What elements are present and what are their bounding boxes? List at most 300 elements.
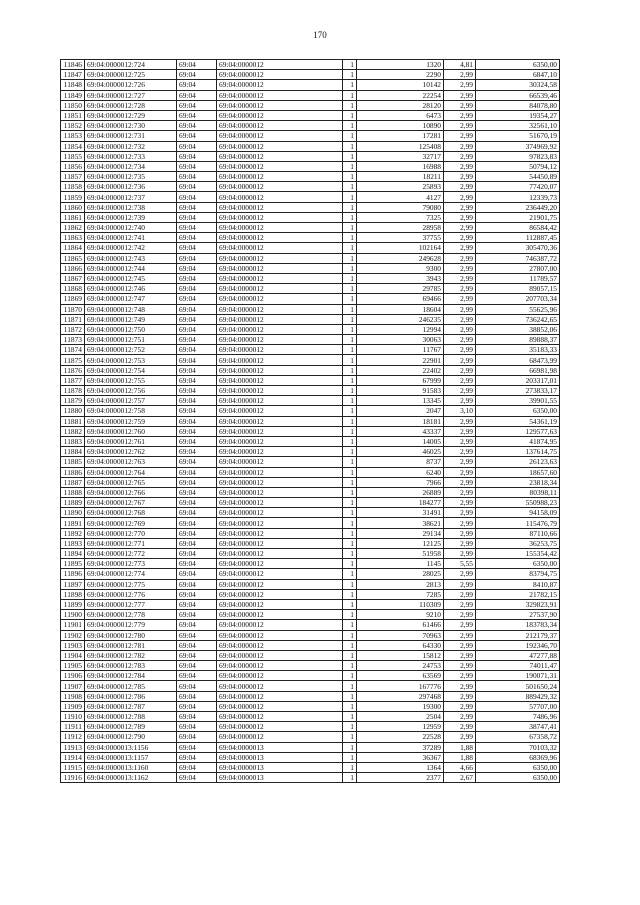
count-cell: 1 (343, 773, 357, 783)
block-number-cell: 69:04:0000012 (217, 110, 343, 120)
block-number-cell: 69:04:0000012 (217, 396, 343, 406)
sum-cell: 84078,80 (476, 100, 560, 110)
sum-cell: 68473,99 (476, 355, 560, 365)
area-cell: 2047 (357, 406, 444, 416)
row-number-cell: 11864 (61, 243, 85, 253)
cadastral-number-cell: 69:04:0000012:772 (85, 549, 177, 559)
row-number-cell: 11877 (61, 375, 85, 385)
region-code-cell: 69:04 (177, 752, 217, 762)
row-number-cell: 11884 (61, 447, 85, 457)
rate-cell: 2,99 (444, 701, 476, 711)
cadastral-number-cell: 69:04:0000012:775 (85, 579, 177, 589)
cadastral-number-cell: 69:04:0000012:739 (85, 212, 177, 222)
sum-cell: 374969,92 (476, 141, 560, 151)
count-cell: 1 (343, 335, 357, 345)
area-cell: 2813 (357, 579, 444, 589)
row-number-cell: 11907 (61, 681, 85, 691)
row-number-cell: 11866 (61, 263, 85, 273)
block-number-cell: 69:04:0000012 (217, 518, 343, 528)
count-cell: 1 (343, 355, 357, 365)
table-row (61, 457, 560, 467)
region-code-cell: 69:04 (177, 487, 217, 497)
block-number-cell: 69:04:0000012 (217, 650, 343, 660)
count-cell: 1 (343, 742, 357, 752)
row-number-cell: 11875 (61, 355, 85, 365)
rate-cell: 2,99 (444, 131, 476, 141)
count-cell: 1 (343, 70, 357, 80)
table-row (61, 121, 560, 131)
sum-cell: 192346,70 (476, 640, 560, 650)
cadastral-number-cell: 69:04:0000012:732 (85, 141, 177, 151)
area-cell: 79080 (357, 202, 444, 212)
rate-cell: 2,99 (444, 70, 476, 80)
count-cell: 1 (343, 701, 357, 711)
count-cell: 1 (343, 732, 357, 742)
rate-cell: 2,99 (444, 243, 476, 253)
cadastral-number-cell: 69:04:0000012:760 (85, 426, 177, 436)
rate-cell: 2,99 (444, 233, 476, 243)
block-number-cell: 69:04:0000012 (217, 671, 343, 681)
area-cell: 110309 (357, 599, 444, 609)
area-cell: 22901 (357, 355, 444, 365)
region-code-cell: 69:04 (177, 549, 217, 559)
area-cell: 61466 (357, 620, 444, 630)
sum-cell: 7486,96 (476, 712, 560, 722)
cadastral-number-cell: 69:04:0000012:763 (85, 457, 177, 467)
area-cell: 4127 (357, 192, 444, 202)
count-cell: 1 (343, 630, 357, 640)
block-number-cell: 69:04:0000012 (217, 508, 343, 518)
area-cell: 246235 (357, 314, 444, 324)
cadastral-number-cell: 69:04:0000012:788 (85, 712, 177, 722)
region-code-cell: 69:04 (177, 223, 217, 233)
area-cell: 12959 (357, 722, 444, 732)
sum-cell: 6350,00 (476, 559, 560, 569)
rate-cell: 2,99 (444, 182, 476, 192)
sum-cell: 203317,01 (476, 375, 560, 385)
area-cell: 46025 (357, 447, 444, 457)
table-row (61, 650, 560, 660)
rate-cell: 2,99 (444, 386, 476, 396)
table-row (61, 416, 560, 426)
block-number-cell: 69:04:0000012 (217, 202, 343, 212)
area-cell: 22528 (357, 732, 444, 742)
table-row (61, 273, 560, 283)
area-cell: 63569 (357, 671, 444, 681)
area-cell: 17281 (357, 131, 444, 141)
cadastral-number-cell: 69:04:0000012:738 (85, 202, 177, 212)
cadastral-number-cell: 69:04:0000012:785 (85, 681, 177, 691)
count-cell: 1 (343, 426, 357, 436)
block-number-cell: 69:04:0000012 (217, 294, 343, 304)
block-number-cell: 69:04:0000012 (217, 416, 343, 426)
block-number-cell: 69:04:0000013 (217, 742, 343, 752)
region-code-cell: 69:04 (177, 60, 217, 70)
region-code-cell: 69:04 (177, 406, 217, 416)
cadastral-number-cell: 69:04:0000012:784 (85, 671, 177, 681)
cadastral-number-cell: 69:04:0000012:780 (85, 630, 177, 640)
count-cell: 1 (343, 273, 357, 283)
sum-cell: 83794,75 (476, 569, 560, 579)
region-code-cell: 69:04 (177, 151, 217, 161)
table-row (61, 773, 560, 783)
block-number-cell: 69:04:0000012 (217, 457, 343, 467)
area-cell: 6473 (357, 110, 444, 120)
sum-cell: 80398,11 (476, 487, 560, 497)
row-number-cell: 11890 (61, 508, 85, 518)
area-cell: 22402 (357, 365, 444, 375)
row-number-cell: 11867 (61, 273, 85, 283)
row-number-cell: 11889 (61, 498, 85, 508)
count-cell: 1 (343, 528, 357, 538)
table-row (61, 610, 560, 620)
row-number-cell: 11852 (61, 121, 85, 131)
rate-cell: 2,99 (444, 487, 476, 497)
cadastral-number-cell: 69:04:0000012:762 (85, 447, 177, 457)
rate-cell: 2,99 (444, 345, 476, 355)
area-cell: 18604 (357, 304, 444, 314)
sum-cell: 51670,19 (476, 131, 560, 141)
region-code-cell: 69:04 (177, 518, 217, 528)
rate-cell: 2,99 (444, 549, 476, 559)
area-cell: 7966 (357, 477, 444, 487)
row-number-cell: 11902 (61, 630, 85, 640)
row-number-cell: 11899 (61, 599, 85, 609)
row-number-cell: 11873 (61, 335, 85, 345)
table-row (61, 528, 560, 538)
cadastral-number-cell: 69:04:0000012:740 (85, 223, 177, 233)
rate-cell: 2,99 (444, 732, 476, 742)
block-number-cell: 69:04:0000012 (217, 223, 343, 233)
area-cell: 1364 (357, 762, 444, 772)
area-cell: 37755 (357, 233, 444, 243)
cadastral-number-cell: 69:04:0000013:1157 (85, 752, 177, 762)
region-code-cell: 69:04 (177, 620, 217, 630)
region-code-cell: 69:04 (177, 202, 217, 212)
sum-cell: 54450,89 (476, 172, 560, 182)
sum-cell: 889429,32 (476, 691, 560, 701)
region-code-cell: 69:04 (177, 762, 217, 772)
table-row (61, 661, 560, 671)
cadastral-number-cell: 69:04:0000012:756 (85, 386, 177, 396)
table-row (61, 518, 560, 528)
table-row (61, 90, 560, 100)
page-number: 170 (313, 30, 327, 40)
rate-cell: 2,99 (444, 447, 476, 457)
rate-cell: 2,99 (444, 80, 476, 90)
rate-cell: 2,99 (444, 457, 476, 467)
row-number-cell: 11880 (61, 406, 85, 416)
row-number-cell: 11876 (61, 365, 85, 375)
row-number-cell: 11854 (61, 141, 85, 151)
block-number-cell: 69:04:0000012 (217, 345, 343, 355)
cadastral-number-cell: 69:04:0000013:1160 (85, 762, 177, 772)
sum-cell: 36253,75 (476, 538, 560, 548)
sum-cell: 115476,79 (476, 518, 560, 528)
area-cell: 26889 (357, 487, 444, 497)
region-code-cell: 69:04 (177, 630, 217, 640)
table-row (61, 70, 560, 80)
region-code-cell: 69:04 (177, 671, 217, 681)
row-number-cell: 11914 (61, 752, 85, 762)
cadastral-number-cell: 69:04:0000012:733 (85, 151, 177, 161)
cadastral-number-cell: 69:04:0000012:729 (85, 110, 177, 120)
row-number-cell: 11893 (61, 538, 85, 548)
rate-cell: 2,99 (444, 335, 476, 345)
block-number-cell: 69:04:0000012 (217, 701, 343, 711)
rate-cell: 2,99 (444, 284, 476, 294)
table-row (61, 182, 560, 192)
cadastral-number-cell: 69:04:0000012:783 (85, 661, 177, 671)
region-code-cell: 69:04 (177, 426, 217, 436)
rate-cell: 2,99 (444, 538, 476, 548)
count-cell: 1 (343, 559, 357, 569)
block-number-cell: 69:04:0000012 (217, 284, 343, 294)
area-cell: 18181 (357, 416, 444, 426)
count-cell: 1 (343, 569, 357, 579)
region-code-cell: 69:04 (177, 90, 217, 100)
block-number-cell: 69:04:0000012 (217, 151, 343, 161)
rate-cell: 2,99 (444, 498, 476, 508)
region-code-cell: 69:04 (177, 498, 217, 508)
count-cell: 1 (343, 406, 357, 416)
rate-cell: 2,99 (444, 365, 476, 375)
block-number-cell: 69:04:0000012 (217, 681, 343, 691)
rate-cell: 5,55 (444, 559, 476, 569)
cadastral-number-cell: 69:04:0000012:764 (85, 467, 177, 477)
sum-cell: 86584,42 (476, 223, 560, 233)
rate-cell: 2,99 (444, 355, 476, 365)
table-row (61, 335, 560, 345)
area-cell: 15812 (357, 650, 444, 660)
rate-cell: 2,99 (444, 661, 476, 671)
sum-cell: 94158,09 (476, 508, 560, 518)
sum-cell: 54361,19 (476, 416, 560, 426)
sum-cell: 137614,75 (476, 447, 560, 457)
block-number-cell: 69:04:0000013 (217, 762, 343, 772)
rate-cell: 2,99 (444, 151, 476, 161)
region-code-cell: 69:04 (177, 640, 217, 650)
block-number-cell: 69:04:0000012 (217, 620, 343, 630)
sum-cell: 38747,41 (476, 722, 560, 732)
table-row (61, 202, 560, 212)
count-cell: 1 (343, 263, 357, 273)
cadastral-number-cell: 69:04:0000012:728 (85, 100, 177, 110)
block-number-cell: 69:04:0000012 (217, 477, 343, 487)
count-cell: 1 (343, 681, 357, 691)
cadastral-number-cell: 69:04:0000012:759 (85, 416, 177, 426)
count-cell: 1 (343, 762, 357, 772)
region-code-cell: 69:04 (177, 559, 217, 569)
row-number-cell: 11863 (61, 233, 85, 243)
table-row (61, 671, 560, 681)
rate-cell: 2,99 (444, 599, 476, 609)
table-row (61, 192, 560, 202)
count-cell: 1 (343, 396, 357, 406)
count-cell: 1 (343, 375, 357, 385)
count-cell: 1 (343, 131, 357, 141)
sum-cell: 112887,45 (476, 233, 560, 243)
row-number-cell: 11850 (61, 100, 85, 110)
sum-cell: 87110,66 (476, 528, 560, 538)
count-cell: 1 (343, 233, 357, 243)
block-number-cell: 69:04:0000012 (217, 589, 343, 599)
count-cell: 1 (343, 202, 357, 212)
table-row (61, 447, 560, 457)
count-cell: 1 (343, 212, 357, 222)
cadastral-number-cell: 69:04:0000013:1156 (85, 742, 177, 752)
cadastral-number-cell: 69:04:0000012:745 (85, 273, 177, 283)
region-code-cell: 69:04 (177, 477, 217, 487)
table-row (61, 284, 560, 294)
area-cell: 36367 (357, 752, 444, 762)
cadastral-number-cell: 69:04:0000012:736 (85, 182, 177, 192)
area-cell: 18211 (357, 172, 444, 182)
area-cell: 29134 (357, 528, 444, 538)
region-code-cell: 69:04 (177, 610, 217, 620)
rate-cell: 2,99 (444, 263, 476, 273)
sum-cell: 6350,00 (476, 773, 560, 783)
row-number-cell: 11859 (61, 192, 85, 202)
table-row (61, 314, 560, 324)
rate-cell: 2,99 (444, 100, 476, 110)
sum-cell: 26123,63 (476, 457, 560, 467)
block-number-cell: 69:04:0000012 (217, 161, 343, 171)
count-cell: 1 (343, 172, 357, 182)
area-cell: 14005 (357, 436, 444, 446)
block-number-cell: 69:04:0000012 (217, 528, 343, 538)
table-row (61, 80, 560, 90)
sum-cell: 21782,15 (476, 589, 560, 599)
cadastral-number-cell: 69:04:0000012:750 (85, 324, 177, 334)
table-row (61, 253, 560, 263)
row-number-cell: 11906 (61, 671, 85, 681)
block-number-cell: 69:04:0000012 (217, 90, 343, 100)
sum-cell: 305470,36 (476, 243, 560, 253)
rate-cell: 2,99 (444, 508, 476, 518)
area-cell: 8737 (357, 457, 444, 467)
block-number-cell: 69:04:0000012 (217, 406, 343, 416)
rate-cell: 2,99 (444, 314, 476, 324)
rate-cell: 2,99 (444, 722, 476, 732)
row-number-cell: 11898 (61, 589, 85, 599)
row-number-cell: 11857 (61, 172, 85, 182)
area-cell: 11767 (357, 345, 444, 355)
rate-cell: 2,99 (444, 141, 476, 151)
count-cell: 1 (343, 589, 357, 599)
block-number-cell: 69:04:0000012 (217, 70, 343, 80)
cadastral-number-cell: 69:04:0000012:744 (85, 263, 177, 273)
table-row (61, 722, 560, 732)
rate-cell: 2,99 (444, 671, 476, 681)
count-cell: 1 (343, 100, 357, 110)
count-cell: 1 (343, 508, 357, 518)
block-number-cell: 69:04:0000012 (217, 467, 343, 477)
block-number-cell: 69:04:0000012 (217, 712, 343, 722)
row-number-cell: 11909 (61, 701, 85, 711)
sum-cell: 27807,00 (476, 263, 560, 273)
block-number-cell: 69:04:0000012 (217, 60, 343, 70)
cadastral-number-cell: 69:04:0000012:776 (85, 589, 177, 599)
row-number-cell: 11895 (61, 559, 85, 569)
sum-cell: 77420,07 (476, 182, 560, 192)
sum-cell: 18657,60 (476, 467, 560, 477)
region-code-cell: 69:04 (177, 182, 217, 192)
region-code-cell: 69:04 (177, 579, 217, 589)
block-number-cell: 69:04:0000012 (217, 192, 343, 202)
rate-cell: 1,88 (444, 752, 476, 762)
count-cell: 1 (343, 661, 357, 671)
row-number-cell: 11891 (61, 518, 85, 528)
table-row (61, 508, 560, 518)
row-number-cell: 11916 (61, 773, 85, 783)
area-cell: 32717 (357, 151, 444, 161)
block-number-cell: 69:04:0000012 (217, 538, 343, 548)
table-row (61, 375, 560, 385)
region-code-cell: 69:04 (177, 121, 217, 131)
sum-cell: 35183,33 (476, 345, 560, 355)
count-cell: 1 (343, 691, 357, 701)
block-number-cell: 69:04:0000012 (217, 579, 343, 589)
region-code-cell: 69:04 (177, 650, 217, 660)
row-number-cell: 11851 (61, 110, 85, 120)
sum-cell: 89888,37 (476, 335, 560, 345)
sum-cell: 212179,37 (476, 630, 560, 640)
rate-cell: 2,99 (444, 294, 476, 304)
block-number-cell: 69:04:0000012 (217, 569, 343, 579)
row-number-cell: 11858 (61, 182, 85, 192)
area-cell: 28958 (357, 223, 444, 233)
count-cell: 1 (343, 314, 357, 324)
row-number-cell: 11847 (61, 70, 85, 80)
count-cell: 1 (343, 141, 357, 151)
cadastral-number-cell: 69:04:0000012:769 (85, 518, 177, 528)
count-cell: 1 (343, 253, 357, 263)
area-cell: 3943 (357, 273, 444, 283)
table-row (61, 569, 560, 579)
count-cell: 1 (343, 712, 357, 722)
count-cell: 1 (343, 599, 357, 609)
count-cell: 1 (343, 457, 357, 467)
rate-cell: 2,99 (444, 467, 476, 477)
cadastral-number-cell: 69:04:0000012:774 (85, 569, 177, 579)
cadastral-number-cell: 69:04:0000012:749 (85, 314, 177, 324)
count-cell: 1 (343, 304, 357, 314)
block-number-cell: 69:04:0000012 (217, 365, 343, 375)
count-cell: 1 (343, 324, 357, 334)
block-number-cell: 69:04:0000012 (217, 549, 343, 559)
sum-cell: 273833,17 (476, 386, 560, 396)
rate-cell: 2,99 (444, 253, 476, 263)
region-code-cell: 69:04 (177, 324, 217, 334)
count-cell: 1 (343, 223, 357, 233)
region-code-cell: 69:04 (177, 457, 217, 467)
area-cell: 64330 (357, 640, 444, 650)
rate-cell: 2,99 (444, 324, 476, 334)
cadastral-number-cell: 69:04:0000012:731 (85, 131, 177, 141)
sum-cell: 97823,83 (476, 151, 560, 161)
region-code-cell: 69:04 (177, 80, 217, 90)
block-number-cell: 69:04:0000012 (217, 487, 343, 497)
cadastral-number-cell: 69:04:0000012:741 (85, 233, 177, 243)
area-cell: 7285 (357, 589, 444, 599)
block-number-cell: 69:04:0000012 (217, 661, 343, 671)
sum-cell: 32561,10 (476, 121, 560, 131)
cadastral-number-cell: 69:04:0000012:790 (85, 732, 177, 742)
row-number-cell: 11865 (61, 253, 85, 263)
row-number-cell: 11903 (61, 640, 85, 650)
block-number-cell: 69:04:0000012 (217, 447, 343, 457)
